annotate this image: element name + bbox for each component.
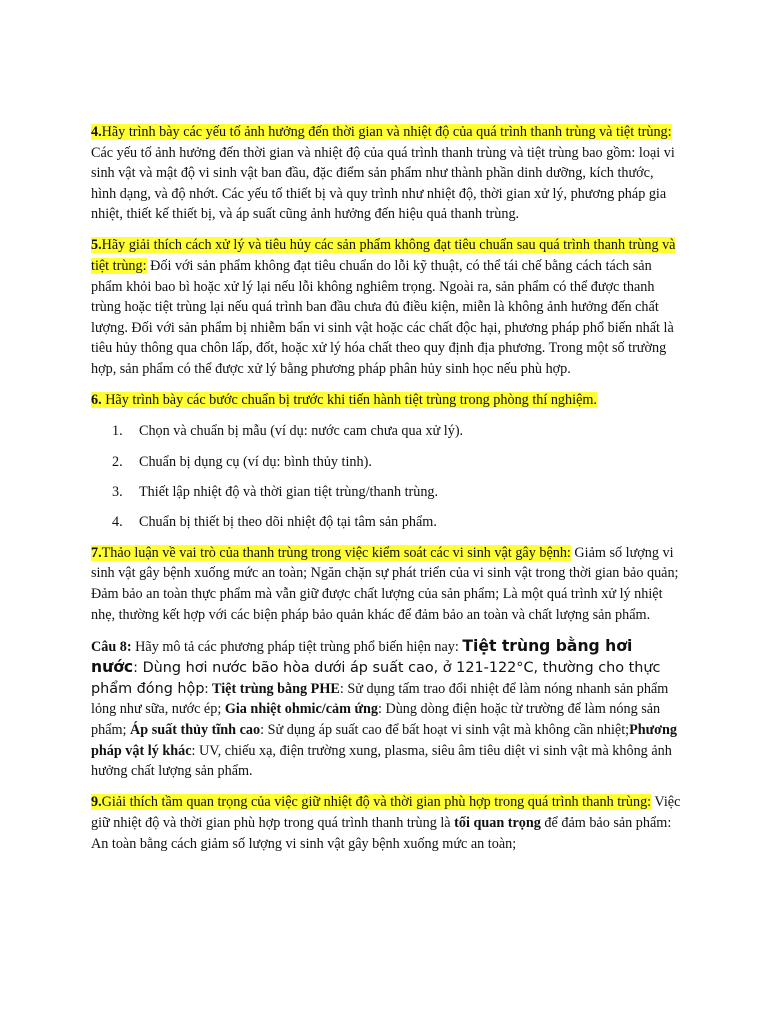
- list-item-text: Thiết lập nhiệt độ và thời gian tiệt trùng/thanh trùng.: [139, 484, 439, 500]
- document-page: [91, 122, 681, 865]
- method-ohmic-title: Gia nhiệt ohmic/cảm ứng: [224, 701, 378, 718]
- question-9: [91, 792, 681, 854]
- question-8-text: Hãy mô tả các phương pháp tiệt trùng phổ biến hiện nay:: [131, 638, 463, 655]
- question-6-text: Hãy trình bày các bước chuẩn bị trước khi tiến hành tiệt trùng trong phòng thí nghiệm.: [101, 392, 597, 409]
- question-5: [91, 235, 681, 379]
- method-phe-text: : Sử dụng tấm trao đổi nhiệt để làm nóng nhanh sản phẩm lỏng như sữa, nước ép;: [91, 680, 669, 718]
- method-steam-title: Tiệt trùng bằng hơi nước: [91, 636, 633, 677]
- question-9-answer-bold: tối quan trọng: [454, 814, 541, 831]
- question-5-text: Hãy giải thích cách xử lý và tiêu hủy các sản phẩm không đạt tiêu chuẩn sau quá trình thanh trùng và tiệt trùng:: [91, 237, 676, 275]
- question-5-answer: Đối với sản phẩm không đạt tiêu chuẩn do lỗi kỹ thuật, có thể tái chế bằng cách tách sản phẩm khỏi bao bì hoặc xử lý lại nếu lỗi không nghiêm trọng. Ngoài ra, sản phẩm có thể được thanh trùng hoặc tiệt trùng lại nếu quá trình ban đầu chưa đủ điều kiện, miễn là không ảnh hưởng đến chất lượng. Đối với sản phẩm bị nhiễm bẩn vi sinh vật hoặc các chất độc hại, phương pháp phổ biến nhất là tiêu hủy thông qua chôn lấp, đốt, hoặc xử lý hóa chất theo quy định địa phương. Trong một số trường hợp, sản phẩm có thể được xử lý bằng phương pháp phân hủy sinh học nếu phù hợp.: [91, 258, 674, 378]
- question-6-highlight: [91, 392, 597, 408]
- question-4-text: Hãy trình bày các yếu tố ảnh hưởng đến thời gian và nhiệt độ của quá trình thanh trùng và tiệt trùng:: [101, 124, 672, 140]
- method-physical-title: Phương pháp vật lý khác: [91, 722, 678, 759]
- method-steam-text: : Dùng hơi nước bão hòa dưới áp suất cao, ở 121-122°C, thường cho thực phẩm đóng hộp: [91, 660, 661, 697]
- list-item-text: Chuẩn bị dụng cụ (ví dụ: bình thủy tinh).: [139, 453, 372, 470]
- question-7-number: 7.: [91, 544, 102, 561]
- list-item-text: Chọn và chuẩn bị mẫu (ví dụ: nước cam chưa qua xử lý).: [139, 423, 464, 440]
- preparation-steps-list: [91, 421, 681, 533]
- list-item-text: Chuẩn bị thiết bị theo dõi nhiệt độ tại tâm sản phẩm.: [139, 514, 437, 531]
- list-item: [91, 512, 681, 533]
- question-8-label: Câu 8:: [91, 638, 132, 655]
- question-7-highlight: [91, 545, 571, 561]
- list-item-number: 1.: [112, 423, 123, 440]
- method-hpp-text: : Sử dụng áp suất cao để bất hoạt vi sinh vật mà không cần nhiệt;: [260, 722, 630, 739]
- question-6-number: 6.: [91, 392, 102, 409]
- question-6: [91, 390, 681, 411]
- question-5-number: 5.: [91, 237, 102, 254]
- list-item-number: 3.: [112, 484, 123, 500]
- method-hpp-title: Áp suất thủy tĩnh cao: [130, 722, 261, 739]
- question-8: [91, 636, 681, 782]
- question-4: [91, 122, 681, 225]
- list-item: [91, 482, 681, 503]
- question-7: [91, 543, 681, 625]
- question-9-text: Giải thích tầm quan trọng của việc giữ nhiệt độ và thời gian phù hợp trong quá trình thanh trùng:: [101, 794, 652, 811]
- question-9-number: 9.: [91, 794, 102, 811]
- method-physical-text: : UV, chiếu xạ, điện trường xung, plasma, siêu âm tiêu diệt vi sinh vật mà không ảnh hưởng chất lượng sản phẩm.: [91, 742, 672, 780]
- question-7-text: Thảo luận về vai trò của thanh trùng trong việc kiểm soát các vi sinh vật gây bệnh:: [101, 544, 571, 561]
- question-9-highlight: [91, 794, 651, 810]
- question-9-answer-post: để đảm bảo sản phẩm: An toàn bằng cách giảm số lượng vi sinh vật gây bệnh xuống mức an toàn;: [91, 814, 672, 852]
- method-ohmic-text: : Dùng dòng điện hoặc từ trường để làm nóng sản phẩm;: [91, 701, 661, 739]
- question-4-answer: Các yếu tố ảnh hưởng đến thời gian và nhiệt độ của quá trình thanh trùng và tiệt trùng bao gồm: loại vi sinh vật và mật độ vi sinh vật ban đầu, đặc điểm sản phẩm như thành phần dinh dưỡng, kích thước, hình dạng, và độ nhớt. Các yếu tố thiết bị và quy trình như nhiệt độ, thời gian xử lý, phương pháp gia nhiệt, thiết kế thiết bị, và áp suất cũng ảnh hưởng đến hiệu quả thanh trùng.: [91, 144, 675, 223]
- method-separator: :: [204, 680, 212, 697]
- question-9-answer-pre: Việc giữ nhiệt độ và thời gian phù hợp trong quá trình thanh trùng là: [91, 794, 681, 831]
- question-4-highlight: [91, 124, 672, 140]
- method-phe-title: Tiệt trùng bằng PHE: [212, 680, 340, 697]
- list-item-number: 2.: [112, 453, 123, 470]
- list-item: [91, 421, 681, 442]
- question-4-number: 4.: [91, 124, 102, 140]
- list-item-number: 4.: [112, 514, 123, 531]
- question-7-answer: Giảm số lượng vi sinh vật gây bệnh xuống mức an toàn; Ngăn chặn sự phát triển của vi sinh vật trong thời gian bảo quản; Đảm bảo an toàn thực phẩm mà vẫn giữ được chất lượng của sản phẩm; Là một quá trình xử lý nhiệt nhẹ, thường kết hợp với các biện pháp bảo quản khác để đảm bảo an toàn và chất lượng sản phẩm.: [91, 544, 679, 623]
- list-item: [91, 452, 681, 473]
